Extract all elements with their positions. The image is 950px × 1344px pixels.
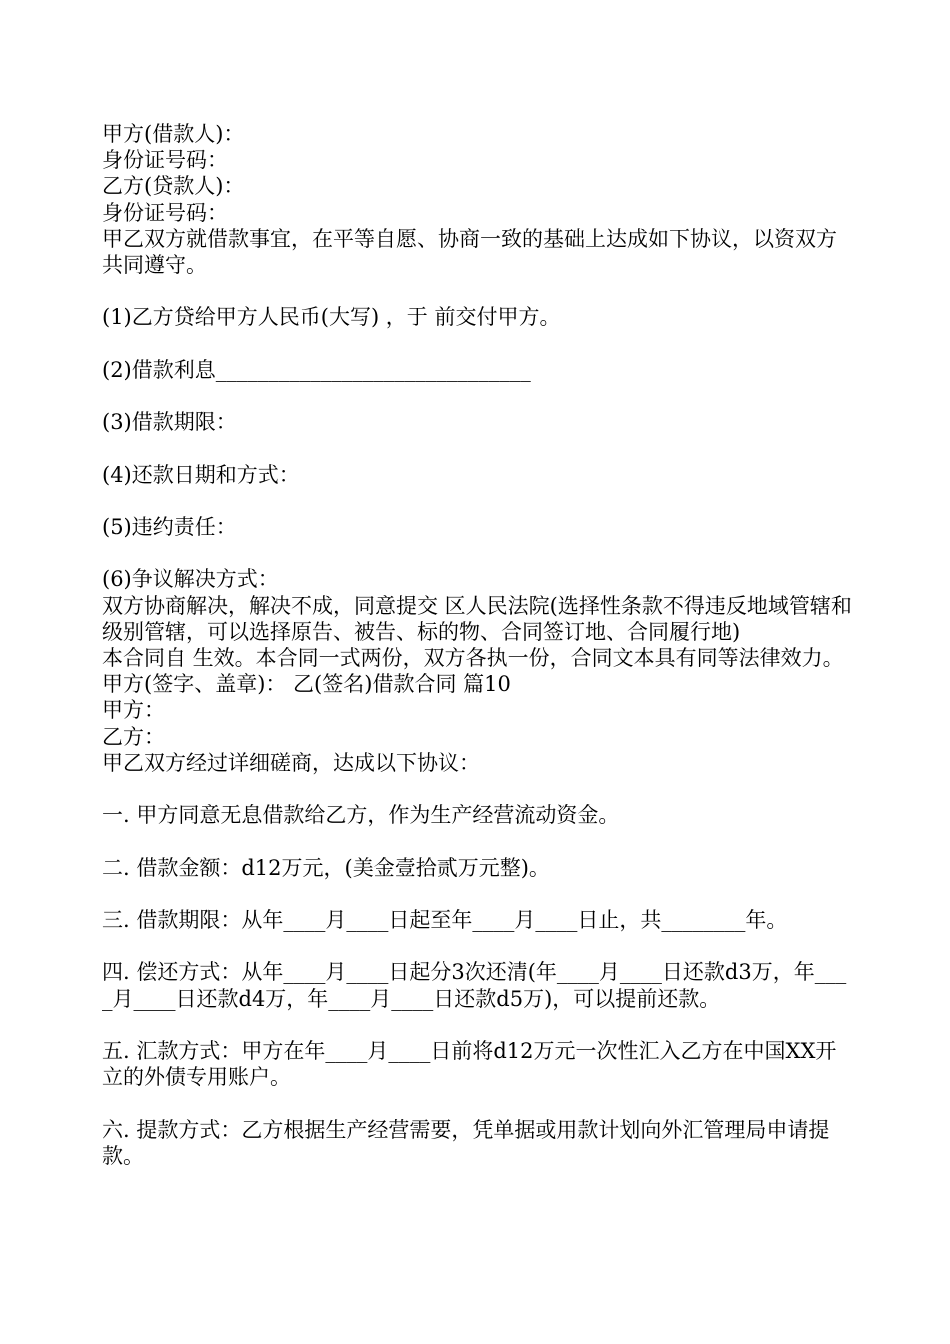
party-b-id-line: 身份证号码： (102, 200, 228, 225)
clause-4: (4)还款日期和方式： (102, 462, 300, 487)
effectiveness-text: 本合同自 生效。本合同一式两份，双方各执一份，合同文本具有同等法律效力。 (102, 645, 844, 670)
article-2: 二. 借款金额：d12万元，(美金壹拾贰万元整)。 (102, 855, 550, 880)
party-b-line: 乙方(贷款人)： (102, 174, 245, 199)
clause-6: (6)争议解决方式： (102, 567, 279, 592)
clause-3: (3)借款期限： (102, 410, 237, 435)
contract10-party-a: 甲方： (102, 698, 165, 723)
clause-1: (1)乙方贷给甲方人民币(大写) ，于 前交付甲方。 (102, 305, 561, 330)
dispute-resolution-text: 双方协商解决，解决不成，同意提交 区人民法院(选择性条款不得违反地域管辖和级别管辖，可以选择原告、被告、标的物、合同签订地、合同履行地) (102, 593, 852, 644)
agreement-intro: 甲乙双方就借款事宜，在平等自愿、协商一致的基础上达成如下协议，以资双方共同遵守。 (102, 226, 837, 278)
clause-5: (5)违约责任： (102, 514, 237, 539)
article-1: 一. 甲方同意无息借款给乙方，作为生产经营流动资金。 (102, 803, 620, 828)
article-4: 四. 偿还方式：从年____月____日起分3次还清(年____月____日还款d3万，年____月____日还款d4万，年____月____日还款d5万)，可以提前还款。 (102, 960, 847, 1011)
party-a-id-line: 身份证号码： (102, 148, 228, 173)
article-6: 六. 提款方式：乙方根据生产经营需要，凭单据或用款计划向外汇管理局申请提款。 (102, 1117, 830, 1168)
article-3: 三. 借款期限：从年____月____日起至年____月____日止，共________年。 (102, 907, 788, 932)
contract10-party-b: 乙方： (102, 724, 165, 749)
document-body (102, 121, 854, 1169)
article-5: 五. 汇款方式：甲方在年____月____日前将d12万元一次性汇入乙方在中国XX开立的外债专用账户。 (102, 1038, 837, 1090)
party-a-line: 甲方(借款人)： (102, 122, 245, 146)
signature-line: 甲方(签字、盖章)： 乙(签名)借款合同 篇10 (102, 672, 511, 697)
contract10-intro: 甲乙双方经过详细磋商，达成以下协议： (102, 750, 480, 775)
clause-2: (2)借款利息______________________________ (102, 357, 531, 382)
